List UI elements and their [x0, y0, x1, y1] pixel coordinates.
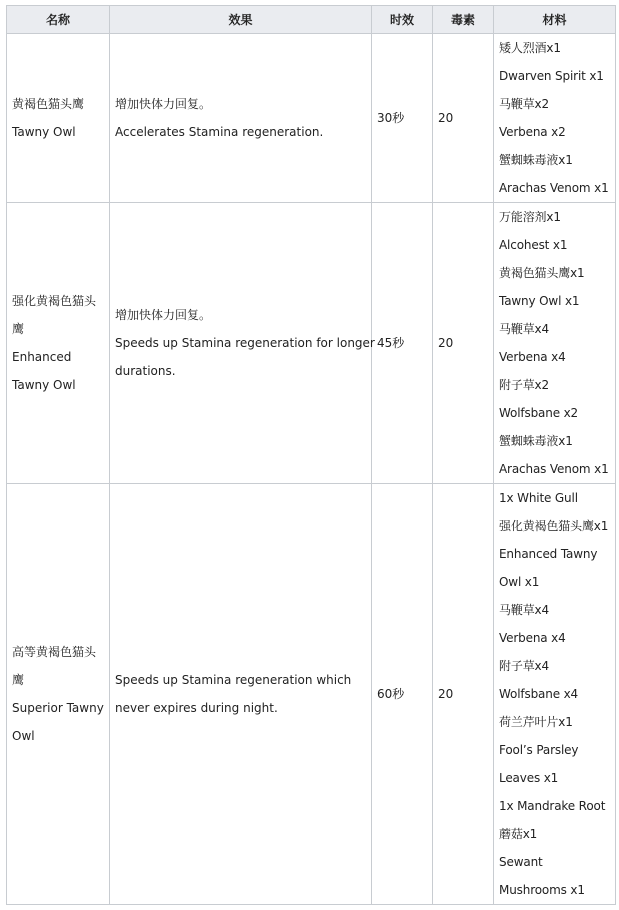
materials-cell-line: Verbena x2 [499, 125, 566, 139]
duration-cell-value: 30秒 [377, 111, 405, 125]
effect-cell [110, 484, 372, 905]
materials-cell-line: 附子草x2 [499, 378, 549, 392]
name-cell-line: 鹰 [12, 322, 25, 336]
name-cell-line: 高等黄褐色猫头 [12, 645, 97, 659]
header-toxicity: 毒素 [433, 6, 494, 34]
materials-cell-line: Mushrooms x1 [499, 883, 585, 897]
name-cell-line: 强化黄褐色猫头 [12, 294, 97, 308]
duration-cell [372, 203, 433, 484]
materials-cell-line: 马鞭草x4 [499, 322, 549, 336]
name-cell-line: Enhanced [12, 350, 72, 364]
materials-cell-line: 黄褐色猫头鹰x1 [499, 266, 585, 280]
materials-cell-line: Verbena x4 [499, 350, 566, 364]
toxicity-cell [433, 34, 494, 203]
materials-cell-line: Arachas Venom x1 [499, 462, 609, 476]
table-row [7, 203, 616, 484]
duration-cell [372, 34, 433, 203]
toxicity-cell [433, 203, 494, 484]
duration-cell-value: 45秒 [377, 336, 405, 350]
table-row [7, 484, 616, 905]
name-cell-line: Tawny Owl [12, 125, 76, 139]
header-name: 名称 [7, 6, 110, 34]
header-materials: 材料 [494, 6, 616, 34]
materials-cell-line: Fool’s Parsley [499, 743, 579, 757]
materials-cell-line: 蟹蜘蛛毒液x1 [499, 434, 573, 448]
materials-cell [494, 34, 616, 203]
materials-cell-line: Leaves x1 [499, 771, 559, 785]
materials-cell-line: 1x White Gull [499, 491, 578, 505]
name-cell-line: 鹰 [12, 673, 25, 687]
materials-cell-line: 马鞭草x4 [499, 603, 549, 617]
table-body [7, 34, 616, 905]
materials-cell-line: Verbena x4 [499, 631, 566, 645]
toxicity-cell-value: 20 [438, 687, 454, 701]
materials-cell-line: Arachas Venom x1 [499, 181, 609, 195]
header-duration: 时效 [372, 6, 433, 34]
effect-cell [110, 203, 375, 484]
name-cell-line: 黄褐色猫头鹰 [12, 97, 85, 111]
toxicity-cell-value: 20 [438, 336, 454, 350]
effect-cell-line: durations. [115, 364, 176, 378]
name-cell [7, 484, 110, 905]
toxicity-cell [433, 484, 494, 905]
toxicity-cell-value: 20 [438, 111, 454, 125]
materials-cell-line: 荷兰芹叶片x1 [499, 715, 573, 729]
name-cell-line: Owl [12, 729, 35, 743]
effect-cell-line: never expires during night. [115, 701, 278, 715]
name-cell [7, 34, 110, 203]
materials-cell-line: Enhanced Tawny [499, 547, 598, 561]
duration-cell-value: 60秒 [377, 687, 405, 701]
materials-cell-line: Tawny Owl x1 [499, 294, 580, 308]
effect-cell-line: 增加快体力回复。 [115, 97, 212, 111]
materials-cell [494, 484, 616, 905]
materials-cell-line: 蟹蜘蛛毒液x1 [499, 153, 573, 167]
materials-cell-line: 强化黄褐色猫头鹰x1 [499, 519, 609, 533]
materials-cell [494, 203, 616, 484]
materials-cell-line: 蘑菇x1 [499, 827, 538, 841]
duration-cell [372, 484, 433, 905]
effect-cell-line: 增加快体力回复。 [115, 308, 212, 322]
name-cell [7, 203, 110, 484]
effect-cell-line: Speeds up Stamina regeneration for longer [115, 336, 375, 350]
materials-cell-line: Wolfsbane x4 [499, 687, 579, 701]
table-row [7, 34, 616, 203]
name-cell-line: Tawny Owl [12, 378, 76, 392]
table-header [7, 6, 616, 34]
effect-cell-line: Accelerates Stamina regeneration. [115, 125, 324, 139]
materials-cell-line: 万能溶剂x1 [499, 210, 561, 224]
header-effect: 效果 [110, 6, 372, 34]
materials-cell-line: 矮人烈酒x1 [499, 41, 561, 55]
materials-cell-line: Alcohest x1 [499, 238, 568, 252]
materials-cell-line: Sewant [499, 855, 543, 869]
materials-cell-line: 马鞭草x2 [499, 97, 549, 111]
name-cell-line: Superior Tawny [12, 701, 104, 715]
materials-cell-line: Wolfsbane x2 [499, 406, 579, 420]
materials-cell-line: Dwarven Spirit x1 [499, 69, 604, 83]
materials-cell-line: 1x Mandrake Root [499, 799, 606, 813]
effect-cell [110, 34, 372, 203]
effect-cell-line: Speeds up Stamina regeneration which [115, 673, 352, 687]
materials-cell-line: 附子草x4 [499, 659, 549, 673]
potion-table [6, 5, 616, 905]
materials-cell-line: Owl x1 [499, 575, 540, 589]
header-row [7, 6, 616, 34]
